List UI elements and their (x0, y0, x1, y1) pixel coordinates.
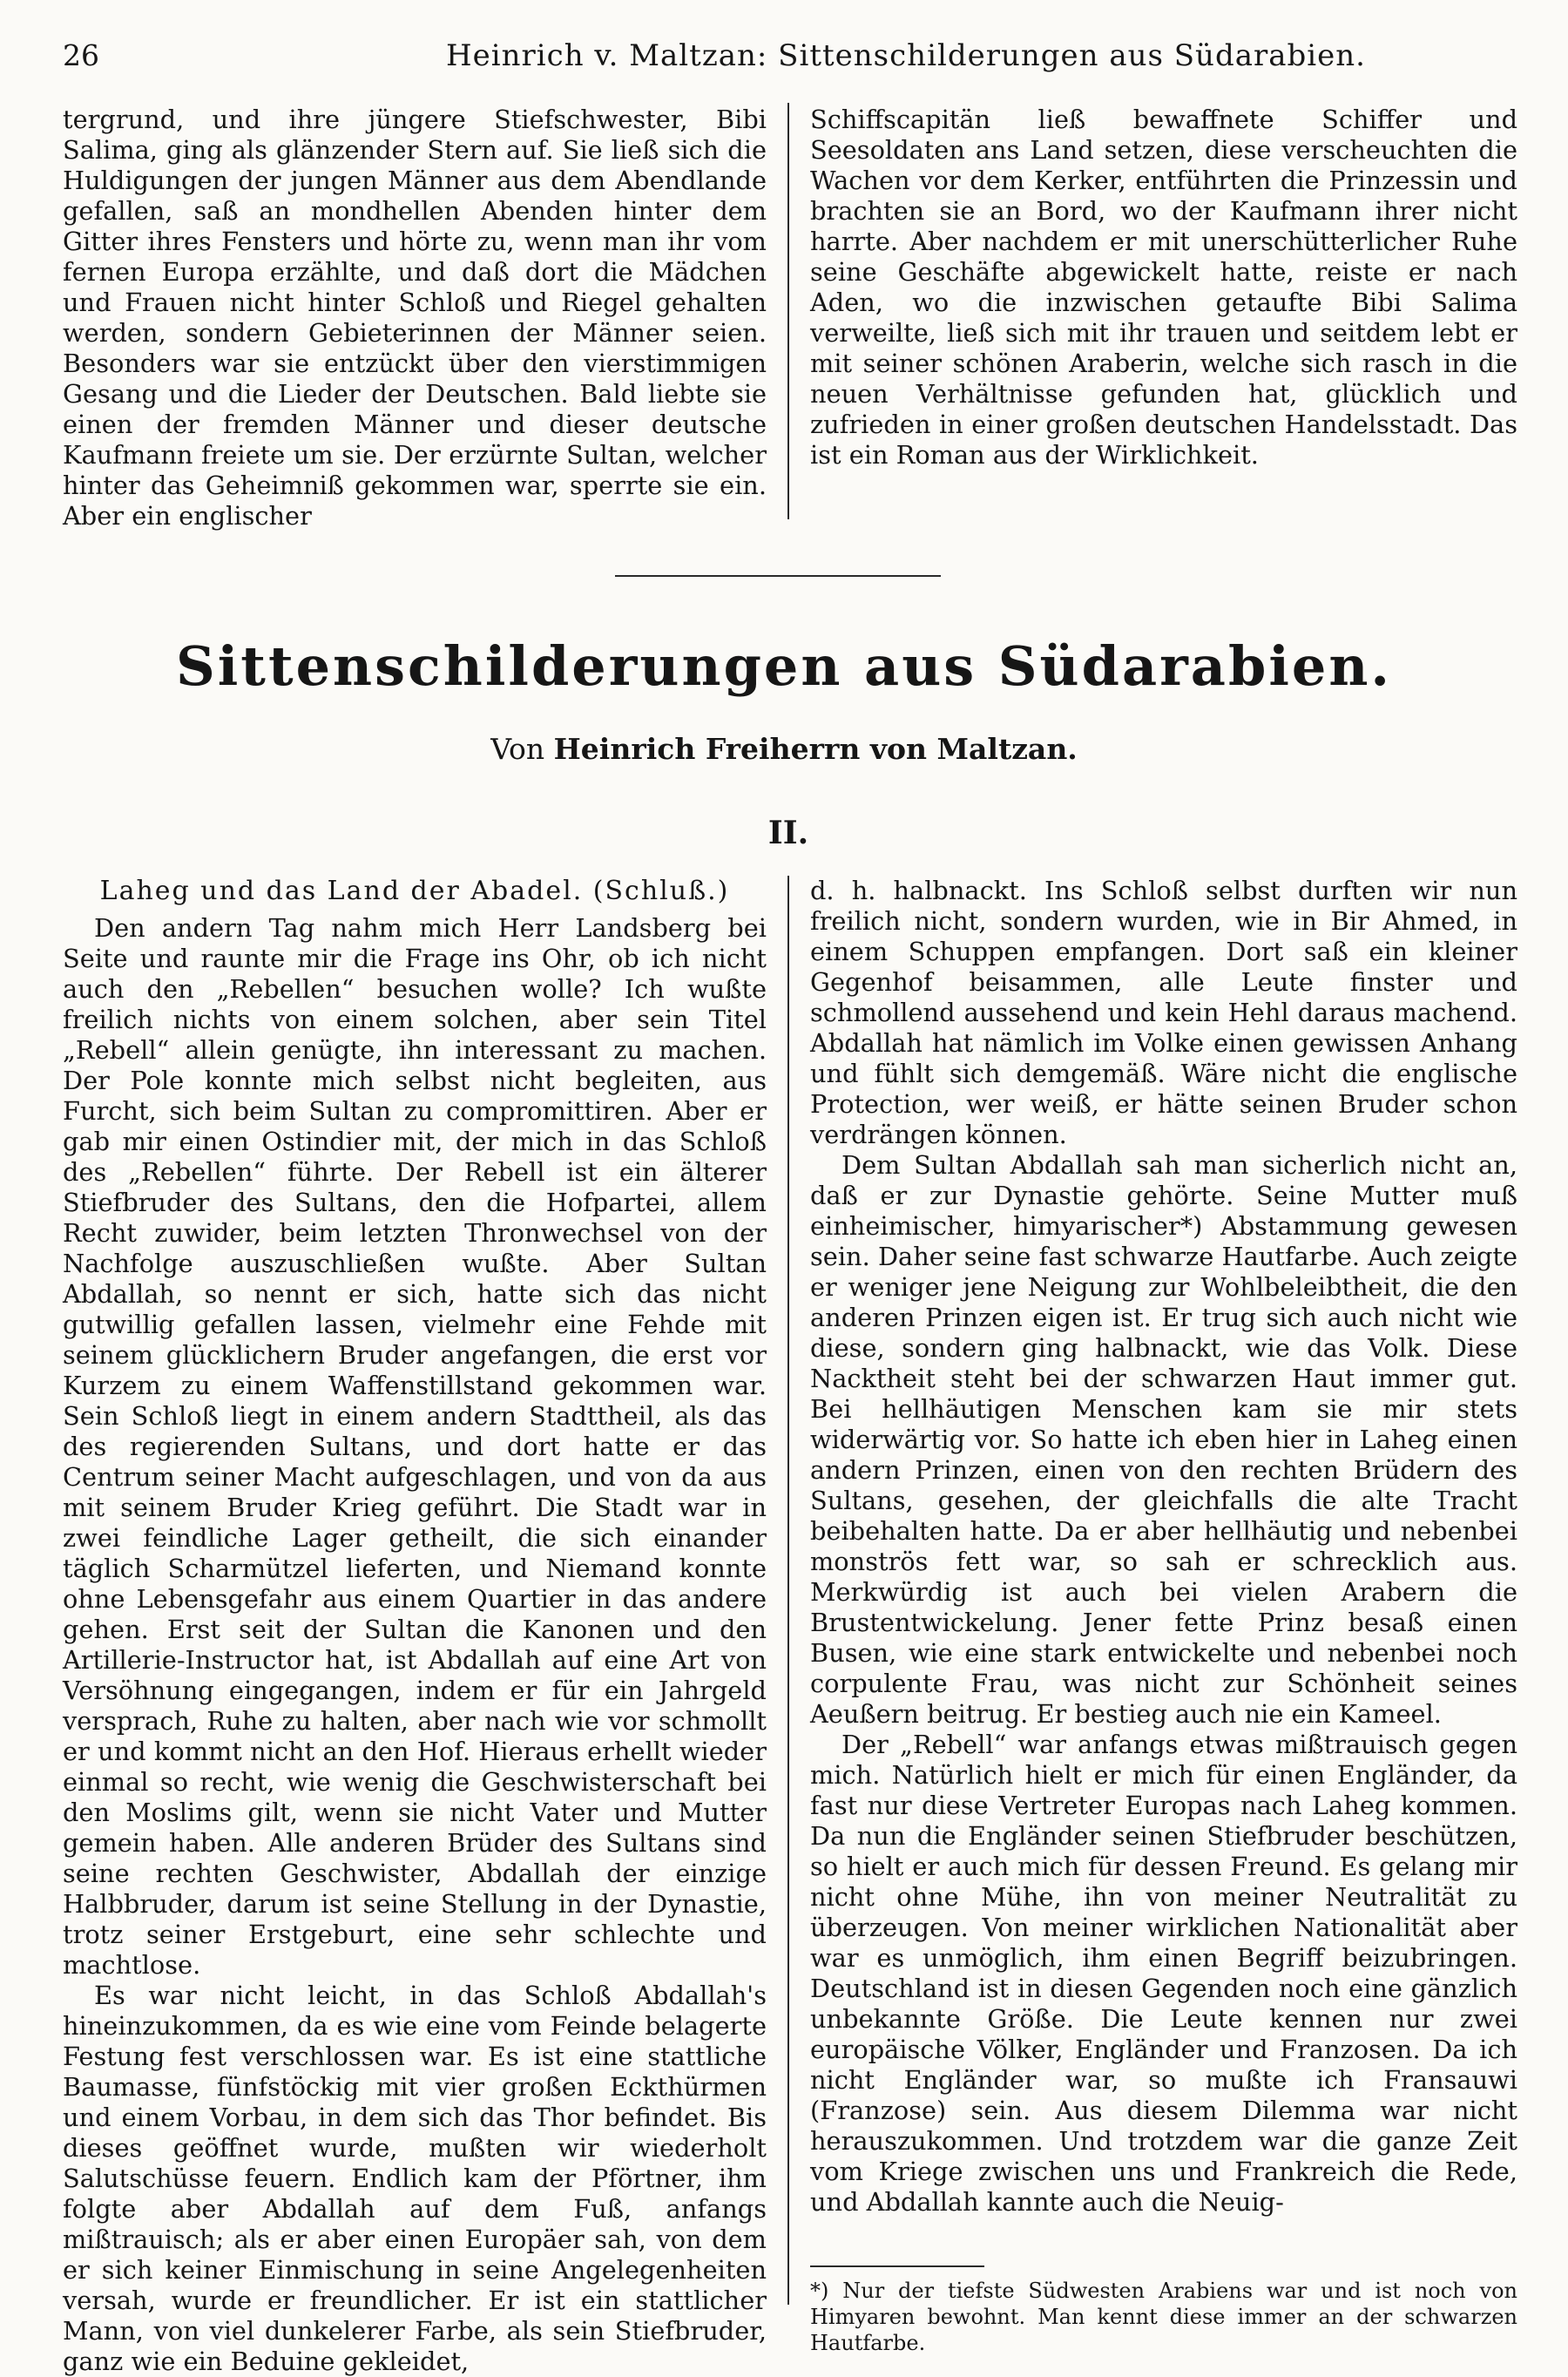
column-rule-top (787, 103, 789, 519)
article-separator (615, 575, 941, 577)
part-number: II. (767, 815, 809, 851)
column-rule-bottom (787, 876, 789, 2305)
article-paragraph: Den andern Tag nahm mich Herr Landsberg bei Seite und raunte mir die Frage ins Ohr, ob ich nicht auch den „Rebellen“ besuchen wolle? Ich wußte freilich nichts von einem solchen, aber sein Titel „Rebell“ allein genügte, ihn interessant zu machen. Der Pole konnte mich selbst nicht begleiten, aus Furcht, sich beim Sultan zu compromittiren. Aber er gab mir einen Ostindier mit, der mich in das Schloß des „Rebellen“ führte. Der Rebell ist ein älterer Stiefbruder des Sultans, den die Hofpartei, allem Recht zuwider, beim letzten Thronwechsel von der Nachfolge auszuschließen wußte. Aber Sultan Abdallah, so nennt er sich, hatte sich das nicht gutwillig gefallen lassen, vielmehr eine Fehde mit seinem glücklichern Bruder angefangen, die erst vor Kurzem zu einem Waffenstillstand gekommen war. Sein Schloß liegt in einem andern Stadttheil, als das des regierenden Sultans, und dort hatte er das Centrum seiner Macht aufgeschlagen, und von da aus mit seinem Bruder Krieg geführt. Die Stadt war in zwei feindliche Lager getheilt, die sich einander täglich Scharmützel lieferten, und Niemand konnte ohne Lebensgefahr aus einem Quartier in das andere gehen. Erst seit der Sultan die Kanonen und den Artillerie-Instructor hat, ist Abdallah auf eine Art von Versöhnung eingegangen, indem er für ein Jahrgeld versprach, Ruhe zu halten, aber nach wie vor schmollt er und kommt nicht an den Hof. Hieraus erhellt wieder einmal so recht, wie wenig die Geschwisterschaft bei den Moslims gilt, wenn sie nicht Vater und Mutter gemein haben. Alle anderen Brüder des Sultans sind seine rechten Geschwister, Abdallah der einzige Halbbruder, darum ist seine Stellung in der Dynastie, trotz seiner Erstgeburt, eine sehr schlechte und machtlose. (63, 913, 767, 1980)
continued-text-left (63, 105, 767, 531)
article-paragraph: d. h. halbnackt. Ins Schloß selbst durften wir nun freilich nicht, sondern wurden, wie in Bir Ahmed, in einem Schuppen empfangen. Dort saß ein kleiner Gegenhof beisammen, alle Leute finster und schmollend aussehend und kein Hehl daraus machend. Abdallah hat nämlich im Volke einen gewissen Anhang und fühlt sich demgemäß. Wäre nicht die englische Protection, wer weiß, er hätte seinen Bruder schon verdrängen können. (810, 876, 1517, 1149)
running-head: Heinrich v. Maltzan: Sittenschilderungen aus Südarabien. (446, 38, 1366, 73)
author-name: Heinrich Freiherrn von Maltzan. (553, 732, 1078, 766)
article-column-right (810, 876, 1517, 2226)
page-number: 26 (63, 38, 99, 72)
article-paragraph: Der „Rebell“ war anfangs etwas mißtrauisch gegen mich. Natürlich hielt er mich für einen Engländer, da fast nur diese Vertreter Europas nach Laheg kommen. Da nun die Engländer seinen Stiefbruder beschützen, so hielt er auch mich für dessen Freund. Es gelang mir nicht ohne Mühe, ihn von meiner Neutralität zu überzeugen. Von meiner wirklichen Nationalität aber war es unmöglich, ihm einen Begriff beizubringen. Deutschland ist in diesen Gegenden noch eine gänzlich unbekannte Größe. Die Leute kennen nur zwei europäische Völker, Engländer und Franzosen. Da ich nicht Engländer war, so mußte ich Fransauwi (Franzose) sein. Aus diesem Dilemma war nicht herauszukommen. Und trotzdem war die ganze Zeit vom Kriege zwischen uns und Frankreich die Rede, und Abdallah kannte auch die Neuig- (810, 1730, 1517, 2217)
article-column-left (63, 876, 767, 2376)
section-heading: Laheg und das Land der Abadel. (Schluß.) (99, 876, 730, 906)
page-header (63, 38, 1505, 87)
byline-prefix: Von (490, 732, 545, 766)
article-title: Sittenschilderungen aus Südarabien. (175, 634, 1392, 698)
footnote-rule (810, 2265, 984, 2267)
article-paragraph: Es war nicht leicht, in das Schloß Abdallah's hineinzukommen, da es wie eine vom Feinde belagerte Festung fest verschlossen war. Es ist eine stattliche Baumasse, fünfstöckig mit vier großen Eckthürmen und einem Vorbau, in dem sich das Thor befindet. Bis dieses geöffnet wurde, mußten wir wiederholt Salutschüsse feuern. Endlich kam der Pförtner, ihm folgte aber Abdallah auf dem Fuß, anfangs mißtrauisch; als er aber einen Europäer sah, von dem er sich keiner Einmischung in seine Angelegenheiten versah, wurde er freundlicher. Er ist ein stattlicher Mann, von viel dunkelerer Farbe, als sein Stiefbruder, ganz wie ein Beduine gekleidet, (63, 1981, 767, 2376)
continued-paragraph-right: Schiffscapitän ließ bewaffnete Schiffer und Seesoldaten ans Land setzen, diese verscheuchten die Wachen vor dem Kerker, entführten die Prinzessin und brachten sie an Bord, wo der Kaufmann ihrer nicht harrte. Aber nachdem er mit unerschütterlicher Ruhe seine Geschäfte abgewickelt hatte, reiste er nach Aden, wo die inzwischen getaufte Bibi Salima verweilte, ließ sich mit ihr trauen und seitdem lebt er mit seiner schönen Araberin, welche sich rasch in die neuen Verhältnisse gefunden hat, glücklich und zufrieden in einer großen deutschen Handelsstadt. Das ist ein Roman aus der Wirklichkeit. (810, 105, 1517, 470)
byline (174, 732, 1394, 766)
article-paragraph: Dem Sultan Abdallah sah man sicherlich nicht an, daß er zur Dynastie gehörte. Seine Mutter muß einheimischer, himyarischer*) Abstammung gewesen sein. Daher seine fast schwarze Hautfarbe. Auch zeigte er weniger jene Neigung zur Wohlbeleibtheit, die den anderen Prinzen eigen ist. Er trug sich auch nicht wie diese, sondern ging halbnackt, wie das Volk. Diese Nacktheit steht bei der schwarzen Haut immer gut. Bei hellhäutigen Menschen kam sie mir stets widerwärtig vor. So hatte ich eben hier in Laheg einen andern Prinzen, einen von den rechten Brüdern des Sultans, gesehen, der gleichfalls die alte Tracht beibehalten hatte. Da er aber hellhäutig und nebenbei monströs fett war, so sah er schrecklich aus. Merkwürdig ist auch bei vielen Arabern die Brustentwickelung. Jener fette Prinz besaß einen Busen, wie eine stark entwickelte und nebenbei noch corpulente Frau, was nicht zur Schönheit seines Aeußern beitrug. Er bestieg auch nie ein Kameel. (810, 1150, 1517, 1729)
continued-paragraph-left: tergrund, und ihre jüngere Stiefschwester, Bibi Salima, ging als glänzender Stern auf. Sie ließ sich die Huldigungen der jungen Männer aus dem Abendlande gefallen, saß an mondhellen Abenden hinter dem Gitter ihres Fensters und hörte zu, wenn man ihr vom fernen Europa erzählte, und daß dort die Mädchen und Frauen nicht hinter Schloß und Riegel gehalten werden, sondern Gebieterinnen der Männer seien. Besonders war sie entzückt über den vierstimmigen Gesang und die Lieder der Deutschen. Bald liebte sie einen der fremden Männer und dieser deutsche Kaufmann freiete um sie. Der erzürnte Sultan, welcher hinter das Geheimniß gekommen war, sperrte sie ein. Aber ein englischer (63, 105, 767, 531)
continued-text-right (810, 105, 1517, 479)
footnote: *) Nur der tiefste Südwesten Arabiens war und ist noch von Himyaren bewohnt. Man kennt diese immer an der schwarzen Hautfarbe. (810, 2279, 1517, 2355)
